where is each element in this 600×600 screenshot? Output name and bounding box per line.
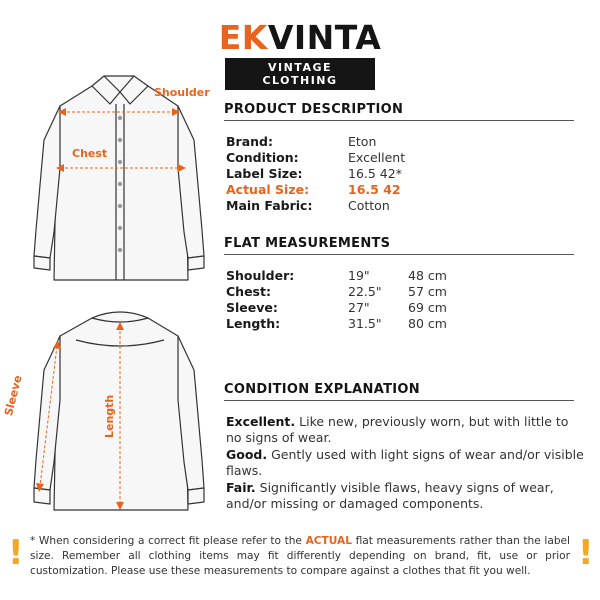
- condition-term: Good.: [226, 447, 268, 462]
- condition-text: Gently used with light signs of wear and/or visible flaws.: [226, 447, 584, 478]
- condition-term: Fair.: [226, 480, 256, 495]
- chest-inches: 22.5": [348, 284, 382, 299]
- logo-ek: EK: [218, 18, 268, 57]
- shirt-back-drawing: [34, 312, 204, 510]
- divider: [224, 120, 574, 121]
- shoulder-inches: 19": [348, 268, 370, 283]
- warning-icon: !: [578, 533, 594, 573]
- length-label: Length: [103, 394, 116, 438]
- shoulder-measure-label: Shoulder:: [226, 268, 295, 283]
- brand-value: Eton: [348, 134, 377, 149]
- sleeve-measure-label: Sleeve:: [226, 300, 278, 315]
- shoulder-label: Shoulder: [154, 86, 210, 99]
- condition-explanation-title: CONDITION EXPLANATION: [224, 382, 420, 397]
- sleeve-cm: 69 cm: [408, 300, 447, 315]
- label-size-value: 16.5 42*: [348, 166, 402, 181]
- disclaimer-text: * When considering a correct fit please refer to the: [30, 535, 306, 547]
- condition-text: Like new, previously worn, but with little to no signs of wear.: [226, 414, 569, 445]
- flat-measurements-title: FLAT MEASUREMENTS: [224, 236, 391, 251]
- disclaimer-accent: ACTUAL: [305, 535, 352, 547]
- divider: [224, 254, 574, 255]
- shoulder-cm: 48 cm: [408, 268, 447, 283]
- disclaimer-text: flat measurements rather than the label size. Remember all clothing items may fit differently depending on brand, fit, use or prior customization. Please use these measurements to compare against a clothes that fit you well.: [30, 535, 571, 577]
- condition-excellent: [226, 414, 586, 446]
- condition-text: Significantly visible flaws, heavy signs of wear, and/or missing or damaged components.: [226, 480, 554, 511]
- main-fabric-value: Cotton: [348, 198, 390, 213]
- condition-label: Condition:: [226, 150, 299, 165]
- chest-measure-label: Chest:: [226, 284, 271, 299]
- condition-term: Excellent.: [226, 414, 296, 429]
- sleeve-inches: 27": [348, 300, 370, 315]
- length-measure-label: Length:: [226, 316, 281, 331]
- length-inches: 31.5": [348, 316, 382, 331]
- condition-good: [226, 447, 586, 479]
- label-size-label: Label Size:: [226, 166, 303, 181]
- condition-fair: [226, 480, 586, 512]
- chest-label: Chest: [72, 147, 108, 160]
- brand-label: Brand:: [226, 134, 273, 149]
- product-description-title: PRODUCT DESCRIPTION: [224, 102, 404, 117]
- fit-disclaimer: [30, 534, 570, 579]
- shirt-diagrams: [0, 0, 220, 520]
- divider: [224, 400, 574, 401]
- sleeve-label: Sleeve: [2, 373, 25, 418]
- condition-value: Excellent: [348, 150, 406, 165]
- logo-vinta: VINTA: [267, 18, 382, 57]
- main-fabric-label: Main Fabric:: [226, 198, 313, 213]
- logo-tagline: VINTAGE CLOTHING: [225, 58, 375, 90]
- warning-icon: !: [8, 533, 24, 573]
- length-cm: 80 cm: [408, 316, 447, 331]
- actual-size-value: 16.5 42: [348, 182, 401, 197]
- actual-size-label: Actual Size:: [226, 182, 310, 197]
- chest-cm: 57 cm: [408, 284, 447, 299]
